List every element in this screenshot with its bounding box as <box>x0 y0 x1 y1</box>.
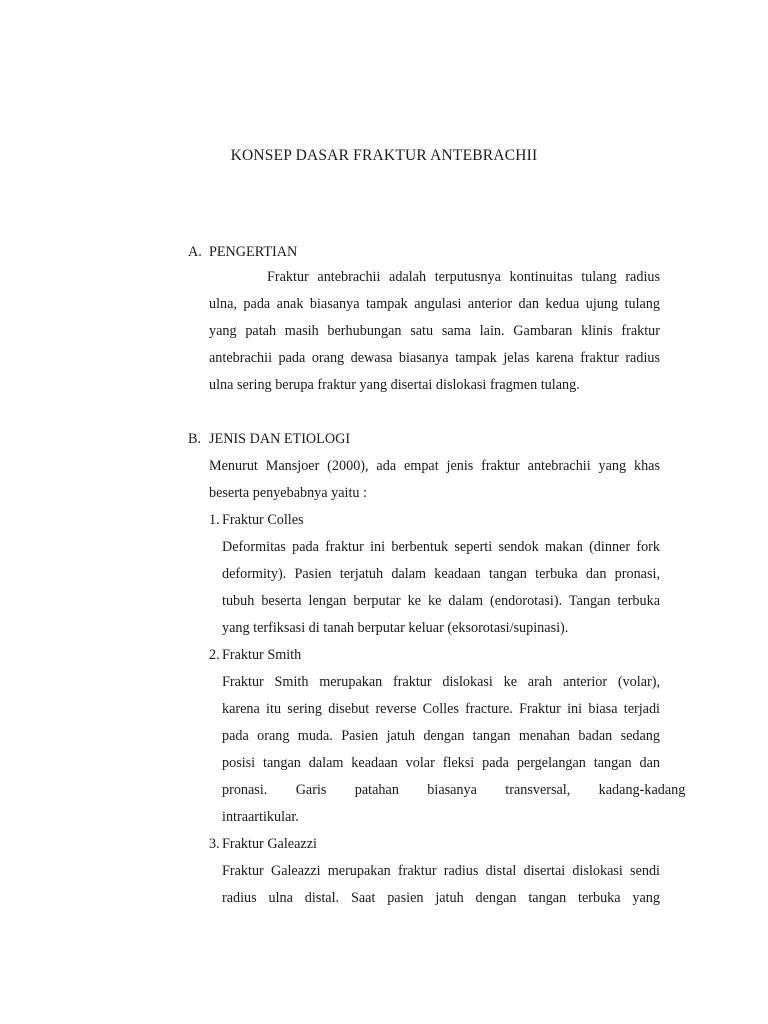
section-jenis-etiologi <box>188 428 686 912</box>
section-heading <box>188 241 660 263</box>
list-item-number: 2. <box>209 647 220 663</box>
paragraph-line: deformity). Pasien terjatuh dalam keadaan tangan terbuka dan pronasi, <box>222 566 660 582</box>
paragraph-line: karena itu sering disebut reverse Colles fracture. Fraktur ini biasa terjadi <box>222 701 660 717</box>
section-paragraph <box>209 264 660 399</box>
list-item-body <box>222 669 686 831</box>
section-pengertian <box>188 241 660 399</box>
list-item-heading <box>209 507 660 534</box>
section-title: PENGERTIAN <box>209 244 298 260</box>
paragraph-line: beserta penyebabnya yaitu : <box>209 485 367 501</box>
paragraph-line: Deformitas pada fraktur ini berbentuk seperti sendok makan (dinner fork <box>222 539 660 555</box>
list-item-body <box>222 858 660 912</box>
list-item-number: 1. <box>209 512 220 528</box>
section-letter: B. <box>188 431 202 447</box>
paragraph-line: antebrachii pada orang dewasa biasanya tampak jelas karena fraktur radius <box>209 350 660 366</box>
paragraph-line: posisi tangan dalam keadaan volar fleksi pada pergelangan tangan dan <box>222 755 660 771</box>
section-intro <box>209 453 686 912</box>
list-item-title: Fraktur Galeazzi <box>222 836 317 852</box>
section-heading <box>188 428 660 450</box>
paragraph-line: Fraktur Galeazzi merupakan fraktur radius distal disertai dislokasi sendi <box>222 863 660 879</box>
section-letter: A. <box>188 244 202 260</box>
paragraph-line: ulna sering berupa fraktur yang disertai dislokasi fragmen tulang. <box>209 377 580 393</box>
paragraph-line: Fraktur antebrachii adalah terputusnya kontinuitas tulang radius <box>267 269 660 285</box>
paragraph-line: radius ulna distal. Saat pasien jatuh dengan tangan terbuka yang <box>222 890 660 906</box>
paragraph-line: pada orang muda. Pasien jatuh dengan tangan menahan badan sedang <box>222 728 660 744</box>
list-item-body <box>222 534 660 642</box>
list-item-number: 3. <box>209 836 220 852</box>
list-item-heading <box>209 831 660 858</box>
paragraph-line: tubuh beserta lengan berputar ke ke dalam (endorotasi). Tangan terbuka <box>222 593 660 609</box>
list-item-title: Fraktur Colles <box>222 512 304 528</box>
paragraph-line: pronasi. Garis patahan biasanya transversal, kadang-kadang <box>222 782 686 798</box>
paragraph-line: intraartikular. <box>222 809 299 825</box>
list-item-title: Fraktur Smith <box>222 647 302 663</box>
section-title: JENIS DAN ETIOLOGI <box>209 431 351 447</box>
document-title: KONSEP DASAR FRAKTUR ANTEBRACHII <box>230 147 538 164</box>
paragraph-line: Fraktur Smith merupakan fraktur dislokasi ke arah anterior (volar), <box>222 674 660 690</box>
list-item-heading <box>209 642 660 669</box>
paragraph-line: Menurut Mansjoer (2000), ada empat jenis fraktur antebrachii yang khas <box>209 458 660 474</box>
paragraph-line: ulna, pada anak biasanya tampak angulasi anterior dan kedua ujung tulang <box>209 296 660 312</box>
paragraph-line: yang patah masih berhubungan satu sama lain. Gambaran klinis fraktur <box>209 323 660 339</box>
paragraph-line: yang terfiksasi di tanah berputar keluar (eksorotasi/supinasi). <box>222 620 569 636</box>
